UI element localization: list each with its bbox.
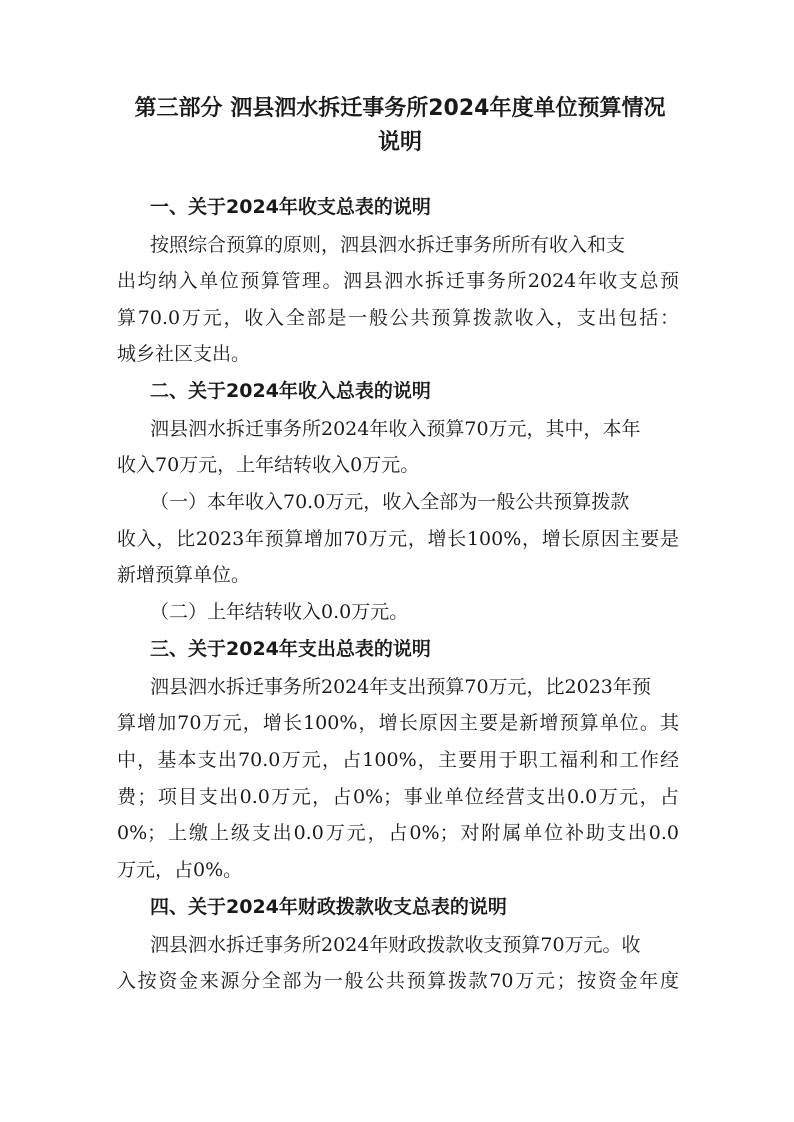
section-1-line-1: 按照综合预算的原则，泗县泗水拆迁事务所所有收入和支: [150, 234, 626, 256]
section-4-line-1: 泗县泗水拆迁事务所2024年财政拨款收支预算70万元。收: [150, 934, 641, 956]
section-2-line-2: 收入70万元，上年结转收入0万元。: [117, 454, 420, 476]
section-3-line-5: 0%；上缴上级支出0.0万元，占0%；对附属单位补助支出0.0: [117, 822, 679, 844]
section-2-heading: 二、关于2024年收入总表的说明: [150, 380, 431, 402]
section-4-line-2: 入按资金来源分全部为一般公共预算拨款70万元；按资金年度: [117, 970, 679, 992]
section-3-line-6: 万元，占0%。: [117, 859, 243, 881]
section-1-heading: 一、关于2024年收支总表的说明: [150, 196, 431, 218]
section-3-line-4: 费；项目支出0.0万元，占0%；事业单位经营支出0.0万元，占: [117, 786, 679, 808]
section-3-line-1: 泗县泗水拆迁事务所2024年支出预算70万元，比2023年预: [150, 676, 651, 698]
section-2-line-6: （二）上年结转收入0.0万元。: [150, 601, 409, 623]
section-3-heading: 三、关于2024年支出总表的说明: [150, 638, 431, 660]
section-2-line-3: （一）本年收入70.0万元，收入全部为一般公共预算拨款: [150, 491, 630, 513]
section-2-line-5: 新增预算单位。: [117, 564, 251, 586]
section-1-line-3: 算70.0万元，收入全部是一般公共预算拨款收入，支出包括：: [117, 307, 679, 329]
document-title-line-1: 第三部分 泗县泗水拆迁事务所2024年度单位预算情况: [134, 96, 666, 121]
document-title-line-2: 说明: [377, 130, 422, 155]
section-2-line-1: 泗县泗水拆迁事务所2024年收入预算70万元，其中，本年: [150, 418, 641, 440]
section-3-line-2: 算增加70万元，增长100%，增长原因主要是新增预算单位。其: [117, 712, 679, 734]
section-1-line-2: 出均纳入单位预算管理。泗县泗水拆迁事务所2024年收支总预: [117, 270, 679, 292]
section-2-line-4: 收入，比2023年预算增加70万元，增长100%，增长原因主要是: [117, 528, 679, 550]
section-1-line-4: 城乡社区支出。: [117, 343, 251, 365]
section-3-line-3: 中，基本支出70.0万元，占100%，主要用于职工福利和工作经: [117, 749, 679, 771]
section-4-heading: 四、关于2024年财政拨款收支总表的说明: [150, 896, 507, 918]
